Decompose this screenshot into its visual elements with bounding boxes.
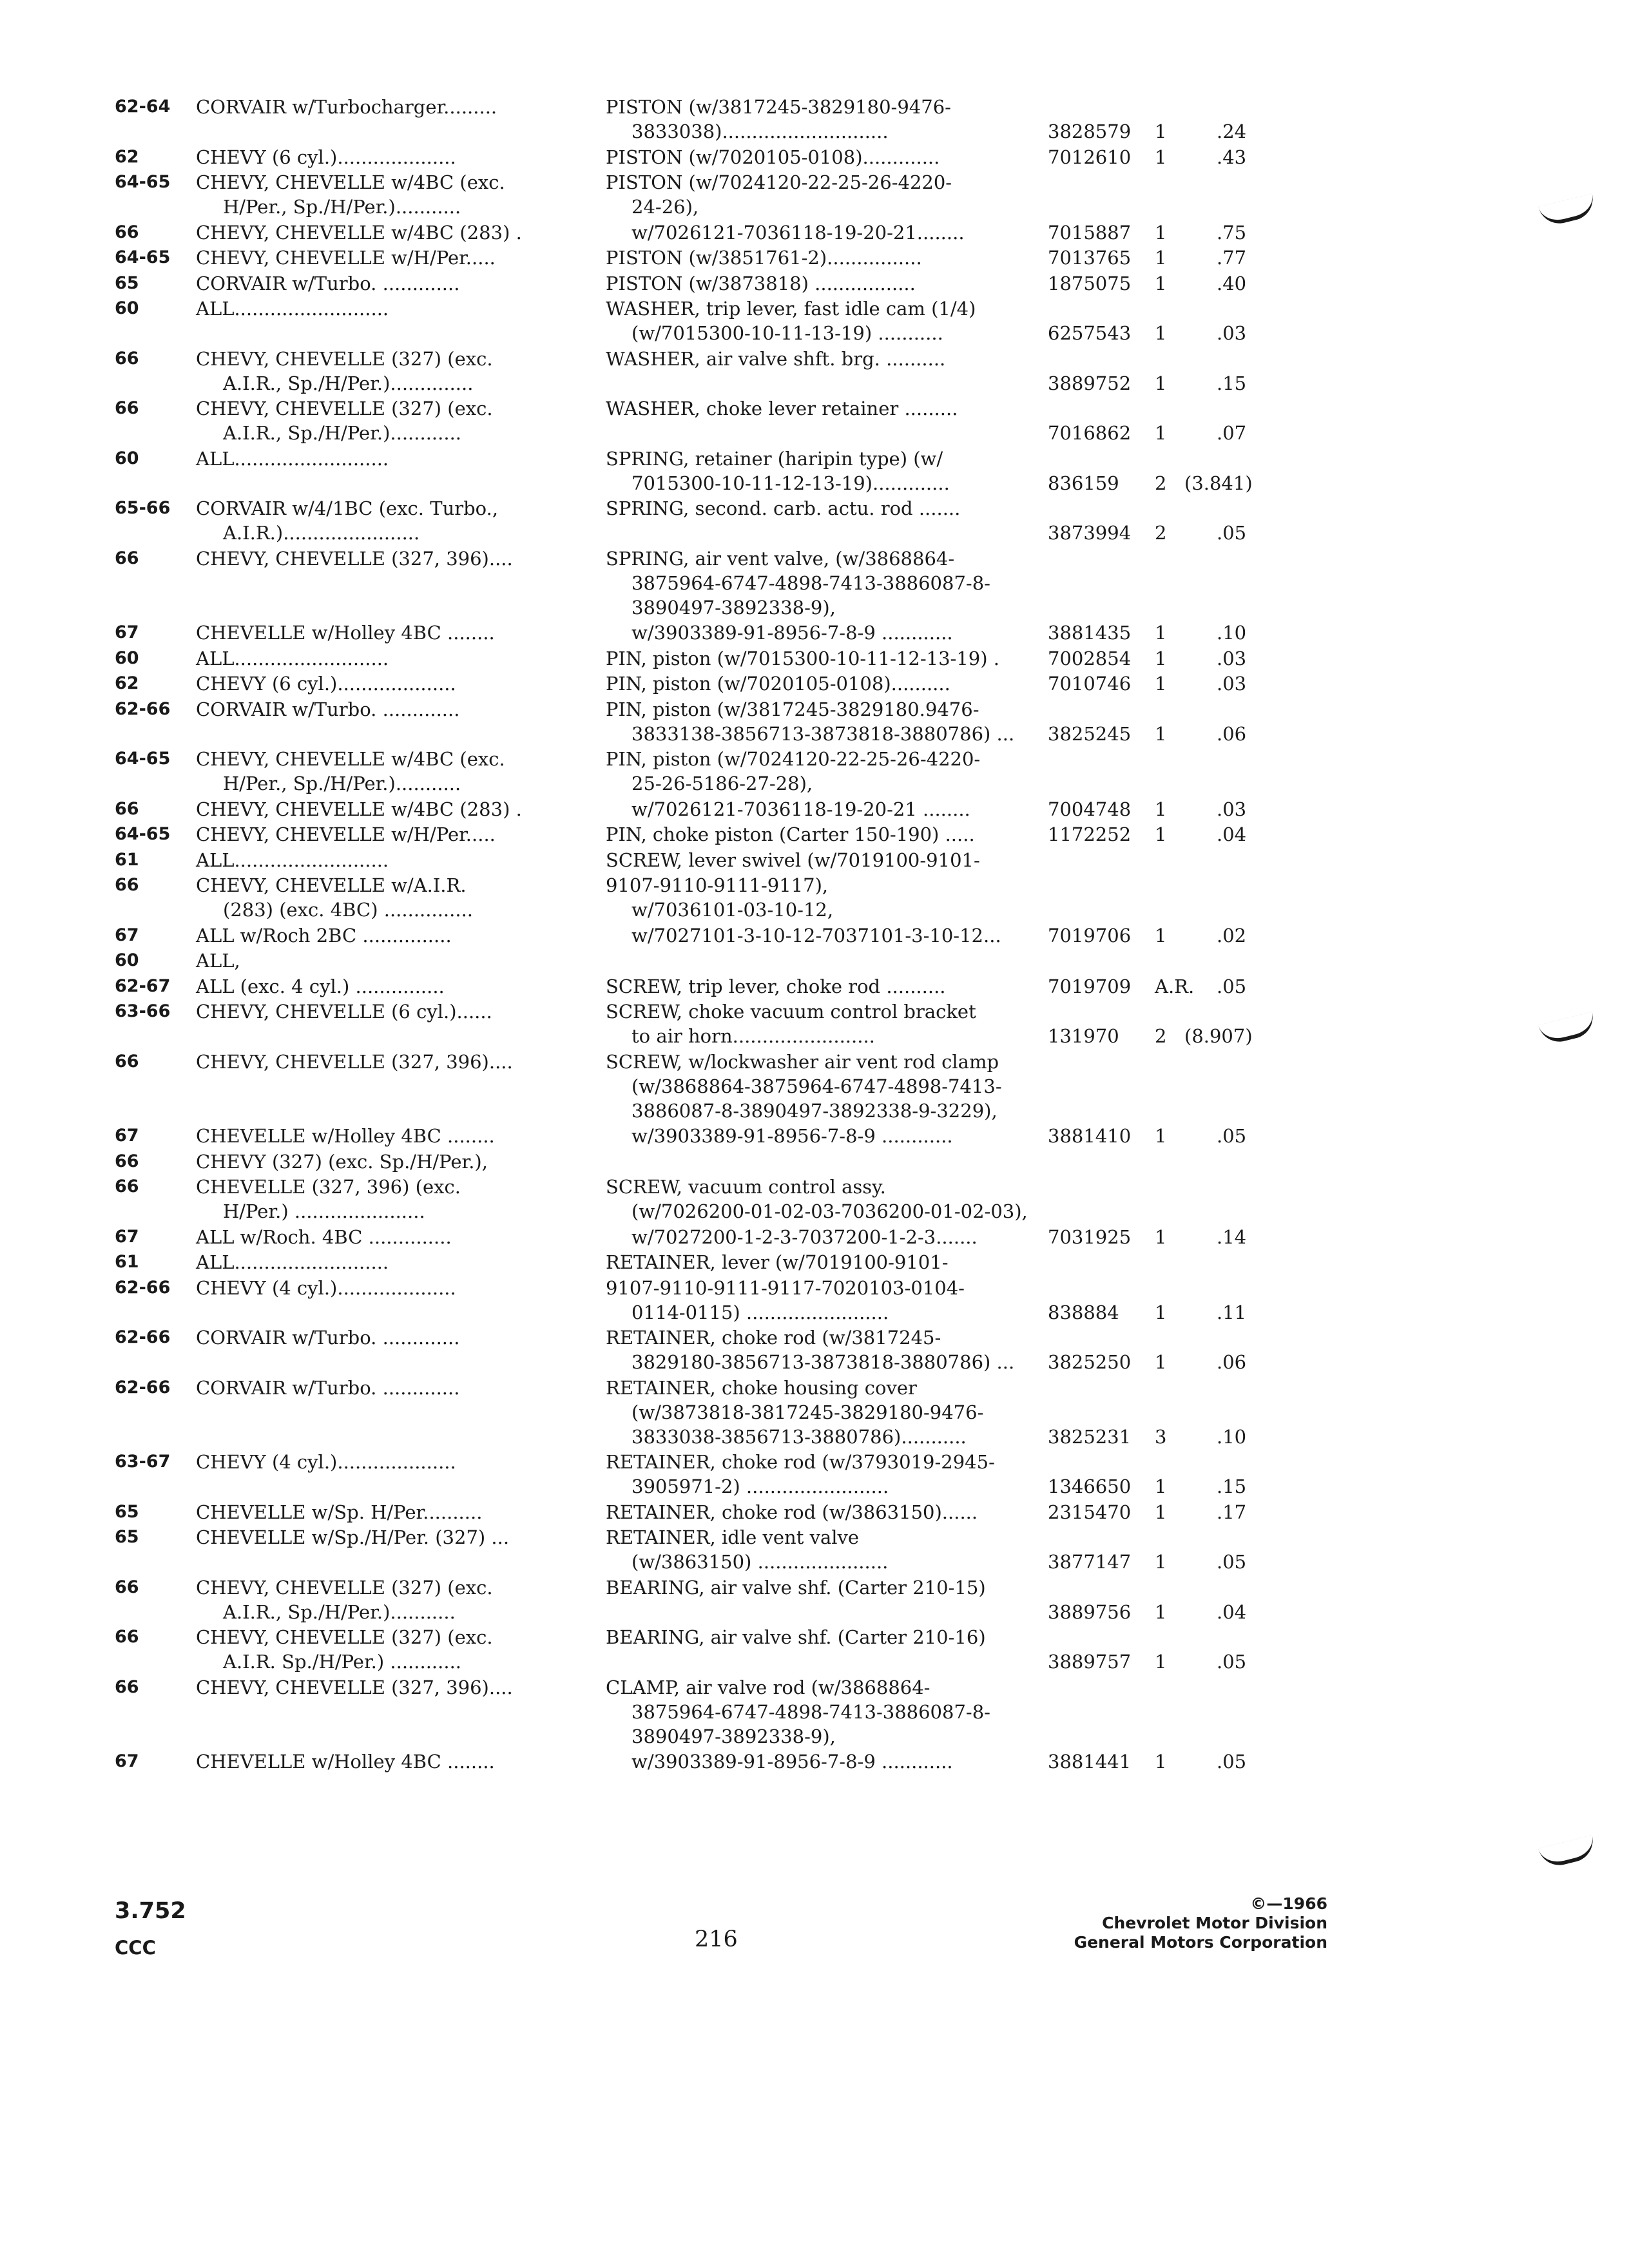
model-application: CORVAIR w/Turbo. ............. xyxy=(196,698,460,720)
part-description: w/3903389-91-8956-7-8-9 ............ xyxy=(631,1751,953,1773)
quantity: 1 xyxy=(1155,673,1167,695)
model-application: CHEVY (6 cyl.).................... xyxy=(196,146,456,168)
part-description: PISTON (w/7020105-0108)............. xyxy=(606,146,940,168)
part-description: 3890497-3892338-9), xyxy=(631,1725,836,1747)
quantity: 1 xyxy=(1155,823,1167,845)
part-description: SPRING, air vent valve, (w/3868864- xyxy=(606,547,955,570)
part-description: PIN, piston (w/7020105-0108).......... xyxy=(606,673,950,695)
part-number: 3828579 xyxy=(1048,120,1132,142)
part-number: 7002854 xyxy=(1048,647,1132,669)
price: .05 xyxy=(1217,975,1247,997)
model-application: CHEVY, CHEVELLE (6 cyl.)...... xyxy=(196,1001,492,1023)
model-application: ALL (exc. 4 cyl.) ............... xyxy=(196,975,445,997)
part-description: BEARING, air valve shf. (Carter 210-15) xyxy=(606,1576,986,1599)
part-description: w/7027101-3-10-12-7037101-3-10-12... xyxy=(631,924,1001,947)
model-application: CHEVELLE w/Sp. H/Per.......... xyxy=(196,1501,483,1523)
price: .03 xyxy=(1217,673,1247,695)
model-application: H/Per.) ...................... xyxy=(223,1200,425,1222)
model-application: CHEVY, CHEVELLE (327, 396).... xyxy=(196,1676,513,1698)
price: .40 xyxy=(1217,272,1247,294)
quantity: A.R. xyxy=(1155,975,1195,997)
model-year: 61 xyxy=(115,1252,139,1272)
model-year: 67 xyxy=(115,1751,139,1771)
part-description: (w/3868864-3875964-6747-4898-7413- xyxy=(631,1075,1002,1097)
price: .77 xyxy=(1217,247,1247,269)
model-application: CHEVY, CHEVELLE w/4BC (283) . xyxy=(196,221,522,244)
part-description: (w/3873818-3817245-3829180-9476- xyxy=(631,1401,984,1423)
part-number: 3825245 xyxy=(1048,722,1132,745)
model-year: 66 xyxy=(115,222,139,242)
model-application: (283) (exc. 4BC) ............... xyxy=(223,899,474,921)
price: .04 xyxy=(1217,823,1247,845)
model-application: CHEVY, CHEVELLE w/4BC (exc. xyxy=(196,171,505,193)
quantity: 1 xyxy=(1155,622,1167,644)
part-description: PIN, piston (w/3817245-3829180.9476- xyxy=(606,698,979,720)
part-description: RETAINER, choke housing cover xyxy=(606,1376,917,1399)
quantity: 1 xyxy=(1155,798,1167,820)
price: .11 xyxy=(1217,1301,1247,1323)
price: .05 xyxy=(1217,1125,1247,1147)
model-year: 62 xyxy=(115,673,139,693)
model-application: ALL.......................... xyxy=(196,298,389,320)
quantity: 1 xyxy=(1155,1351,1167,1373)
model-year: 66 xyxy=(115,398,139,418)
price: .02 xyxy=(1217,924,1247,947)
price: .14 xyxy=(1217,1225,1247,1248)
quantity: 1 xyxy=(1155,1475,1167,1497)
quantity: 2 xyxy=(1155,472,1167,494)
part-description: WASHER, air valve shft. brg. .......... xyxy=(606,347,946,370)
price: .24 xyxy=(1217,120,1247,142)
model-application: CHEVY, CHEVELLE (327, 396).... xyxy=(196,1050,513,1073)
part-description: (w/7026200-01-02-03-7036200-01-02-03), xyxy=(631,1200,1028,1222)
part-description: 3833038-3856713-3880786)........... xyxy=(631,1425,967,1448)
model-application: ALL.......................... xyxy=(196,447,389,470)
part-number: 3877147 xyxy=(1048,1551,1132,1573)
price: .04 xyxy=(1217,1600,1247,1623)
quantity: 1 xyxy=(1155,1301,1167,1323)
model-year: 62-67 xyxy=(115,975,171,996)
publisher-division: Chevrolet Motor Division xyxy=(1102,1914,1327,1932)
part-description: BEARING, air valve shf. (Carter 210-16) xyxy=(606,1626,986,1648)
model-application: ALL.......................... xyxy=(196,1251,389,1273)
model-application: A.I.R., Sp./H/Per.)........... xyxy=(223,1600,456,1623)
model-application: CHEVY, CHEVELLE w/4BC (exc. xyxy=(196,748,505,770)
part-description: RETAINER, choke rod (w/3863150)...... xyxy=(606,1501,978,1523)
part-description: 3875964-6747-4898-7413-3886087-8- xyxy=(631,572,990,594)
part-description: w/3903389-91-8956-7-8-9 ............ xyxy=(631,1125,953,1147)
model-year: 67 xyxy=(115,622,139,642)
price: (3.841) xyxy=(1184,472,1253,494)
part-number: 7019709 xyxy=(1048,975,1132,997)
quantity: 1 xyxy=(1155,247,1167,269)
model-year: 66 xyxy=(115,1051,139,1072)
price: .05 xyxy=(1217,522,1247,544)
part-number: 3881435 xyxy=(1048,622,1132,644)
part-description: SPRING, retainer (haripin type) (w/ xyxy=(606,447,943,470)
model-year: 64-65 xyxy=(115,824,171,844)
price: .07 xyxy=(1217,422,1247,444)
model-application: A.I.R., Sp./H/Per.).............. xyxy=(223,372,474,394)
part-description: 9107-9110-9111-9117), xyxy=(606,874,829,896)
model-year: 67 xyxy=(115,1126,139,1146)
quantity: 1 xyxy=(1155,1225,1167,1248)
part-number: 7010746 xyxy=(1048,673,1132,695)
part-description: 7015300-10-11-12-13-19)............. xyxy=(631,472,950,494)
model-year: 62-66 xyxy=(115,1377,171,1398)
model-application: ALL.......................... xyxy=(196,849,389,871)
model-application: CHEVY, CHEVELLE w/4BC (283) . xyxy=(196,798,522,820)
model-year: 62-66 xyxy=(115,1327,171,1347)
part-number: 3873994 xyxy=(1048,522,1132,544)
part-number: 1346650 xyxy=(1048,1475,1132,1497)
part-description: (w/3863150) ...................... xyxy=(631,1551,889,1573)
part-description: SCREW, w/lockwasher air vent rod clamp xyxy=(606,1050,999,1073)
model-application: H/Per., Sp./H/Per.)........... xyxy=(223,773,461,794)
model-application: ALL, xyxy=(196,950,240,972)
quantity: 1 xyxy=(1155,722,1167,745)
model-year: 66 xyxy=(115,548,139,568)
model-application: CHEVELLE w/Holley 4BC ........ xyxy=(196,1751,495,1773)
part-description: w/7026121-7036118-19-20-21 ........ xyxy=(631,798,970,820)
part-description: 24-26), xyxy=(631,196,699,218)
model-application: CHEVY, CHEVELLE (327) (exc. xyxy=(196,347,493,370)
quantity: 1 xyxy=(1155,146,1167,168)
model-year: 66 xyxy=(115,1177,139,1196)
part-number: 3825250 xyxy=(1048,1351,1132,1373)
publisher-corporation: General Motors Corporation xyxy=(1074,1933,1327,1952)
model-application: CORVAIR w/4/1BC (exc. Turbo., xyxy=(196,497,499,519)
part-description: SCREW, trip lever, choke rod .......... xyxy=(606,975,946,997)
part-description: PISTON (w/3873818) ................. xyxy=(606,272,916,294)
catalog-code: CCC xyxy=(115,1937,156,1959)
part-number: 3881441 xyxy=(1048,1751,1132,1773)
model-application: H/Per., Sp./H/Per.)........... xyxy=(223,196,461,218)
part-number: 838884 xyxy=(1048,1301,1119,1323)
part-number: 7012610 xyxy=(1048,146,1132,168)
part-description: w/3903389-91-8956-7-8-9 ............ xyxy=(631,622,953,644)
model-year: 66 xyxy=(115,1151,139,1171)
model-year: 65 xyxy=(115,1501,139,1522)
model-application: CORVAIR w/Turbo. ............. xyxy=(196,1327,460,1349)
section-number: 3.752 xyxy=(115,1898,186,1924)
model-application: CORVAIR w/Turbo. ............. xyxy=(196,1376,460,1399)
quantity: 1 xyxy=(1155,1501,1167,1523)
model-year: 66 xyxy=(115,1677,139,1697)
part-description: SCREW, lever swivel (w/7019100-9101- xyxy=(606,849,980,871)
part-number: 3889756 xyxy=(1048,1600,1132,1623)
quantity: 1 xyxy=(1155,221,1167,244)
part-description: PIN, piston (w/7015300-10-11-12-13-19) . xyxy=(606,647,999,669)
price: .06 xyxy=(1217,722,1247,745)
price: .03 xyxy=(1217,322,1247,344)
part-description: SCREW, choke vacuum control bracket xyxy=(606,1001,976,1023)
quantity: 1 xyxy=(1155,322,1167,344)
part-description: 3833138-3856713-3873818-3880786) ... xyxy=(631,722,1015,745)
model-application: CHEVY, CHEVELLE (327) (exc. xyxy=(196,398,493,419)
quantity: 1 xyxy=(1155,372,1167,394)
part-description: PISTON (w/3817245-3829180-9476- xyxy=(606,96,951,118)
model-application: CHEVY, CHEVELLE (327) (exc. xyxy=(196,1576,493,1599)
part-description: (w/7015300-10-11-13-19) ........... xyxy=(631,322,943,344)
model-year: 65-66 xyxy=(115,498,171,518)
part-number: 7016862 xyxy=(1048,422,1132,444)
part-description: 3905971-2) ........................ xyxy=(631,1475,889,1497)
part-description: RETAINER, lever (w/7019100-9101- xyxy=(606,1251,949,1273)
model-year: 60 xyxy=(115,298,139,318)
part-description: 0114-0115) ........................ xyxy=(631,1301,889,1323)
quantity: 1 xyxy=(1155,1125,1167,1147)
part-description: 3886087-8-3890497-3892338-9-3229), xyxy=(631,1099,998,1122)
part-number: 7004748 xyxy=(1048,798,1132,820)
price: .03 xyxy=(1217,798,1247,820)
model-application: CHEVELLE w/Sp./H/Per. (327) ... xyxy=(196,1526,510,1548)
part-description: 3890497-3892338-9), xyxy=(631,596,836,619)
part-description: w/7036101-03-10-12, xyxy=(631,899,834,921)
part-description: SCREW, vacuum control assy. xyxy=(606,1176,886,1198)
part-description: to air horn........................ xyxy=(631,1025,875,1047)
model-application: CHEVY, CHEVELLE w/H/Per..... xyxy=(196,247,496,269)
price: .05 xyxy=(1217,1551,1247,1573)
copyright: ©—1966 xyxy=(1250,1894,1327,1913)
part-description: PIN, piston (w/7024120-22-25-26-4220- xyxy=(606,748,981,770)
model-year: 60 xyxy=(115,950,139,970)
model-year: 66 xyxy=(115,348,139,369)
model-application: CHEVELLE w/Holley 4BC ........ xyxy=(196,622,495,644)
part-description: RETAINER, choke rod (w/3817245- xyxy=(606,1327,941,1349)
price: .17 xyxy=(1217,1501,1247,1523)
model-year: 63-67 xyxy=(115,1452,171,1472)
model-year: 62-64 xyxy=(115,97,171,117)
model-year: 67 xyxy=(115,1226,139,1247)
part-description: 3833038)............................ xyxy=(631,120,889,142)
part-description: 3829180-3856713-3873818-3880786) ... xyxy=(631,1351,1015,1373)
part-number: 1172252 xyxy=(1048,823,1132,845)
part-description: WASHER, trip lever, fast idle cam (1/4) xyxy=(606,298,976,320)
model-year: 65 xyxy=(115,1527,139,1547)
model-application: A.I.R.)....................... xyxy=(223,522,420,544)
model-year: 64-65 xyxy=(115,172,171,192)
quantity: 1 xyxy=(1155,422,1167,444)
model-year: 62-66 xyxy=(115,1277,171,1298)
model-year: 64-65 xyxy=(115,247,171,267)
part-number: 3881410 xyxy=(1048,1125,1132,1147)
price: .15 xyxy=(1217,1475,1247,1497)
model-year: 66 xyxy=(115,1627,139,1647)
part-description: PIN, choke piston (Carter 150-190) ..... xyxy=(606,823,975,845)
model-application: CHEVELLE w/Holley 4BC ........ xyxy=(196,1125,495,1147)
price: (8.907) xyxy=(1184,1025,1253,1047)
quantity: 1 xyxy=(1155,647,1167,669)
model-application: CHEVY (4 cyl.).................... xyxy=(196,1276,456,1299)
quantity: 2 xyxy=(1155,522,1167,544)
model-application: CHEVELLE (327, 396) (exc. xyxy=(196,1176,461,1198)
model-year: 63-66 xyxy=(115,1001,171,1021)
model-application: CHEVY (6 cyl.).................... xyxy=(196,673,456,695)
part-number: 6257543 xyxy=(1048,322,1132,344)
model-application: CHEVY, CHEVELLE w/A.I.R. xyxy=(196,874,467,896)
price: .03 xyxy=(1217,647,1247,669)
quantity: 2 xyxy=(1155,1025,1167,1047)
part-number: 3825231 xyxy=(1048,1425,1132,1448)
model-year: 64-65 xyxy=(115,749,171,769)
part-number: 836159 xyxy=(1048,472,1119,494)
part-description: 3875964-6747-4898-7413-3886087-8- xyxy=(631,1700,990,1723)
price: .15 xyxy=(1217,372,1247,394)
quantity: 1 xyxy=(1155,1600,1167,1623)
model-year: 66 xyxy=(115,1577,139,1597)
quantity: 1 xyxy=(1155,1651,1167,1673)
price: .10 xyxy=(1217,1425,1247,1448)
quantity: 1 xyxy=(1155,272,1167,294)
part-description: PISTON (w/7024120-22-25-26-4220- xyxy=(606,171,952,193)
part-number: 131970 xyxy=(1048,1025,1119,1047)
part-description: 9107-9110-9111-9117-7020103-0104- xyxy=(606,1276,965,1299)
part-description: w/7027200-1-2-3-7037200-1-2-3....... xyxy=(631,1225,978,1248)
model-application: CORVAIR w/Turbo. ............. xyxy=(196,272,460,294)
price: .06 xyxy=(1217,1351,1247,1373)
model-year: 61 xyxy=(115,849,139,870)
price: .10 xyxy=(1217,622,1247,644)
model-application: CHEVY (4 cyl.).................... xyxy=(196,1451,456,1473)
model-application: ALL.......................... xyxy=(196,647,389,669)
model-year: 62 xyxy=(115,146,139,167)
part-description: 25-26-5186-27-28), xyxy=(631,773,813,794)
part-description: RETAINER, idle vent valve xyxy=(606,1526,860,1548)
model-year: 66 xyxy=(115,798,139,819)
model-year: 65 xyxy=(115,273,139,293)
part-description: CLAMP, air valve rod (w/3868864- xyxy=(606,1676,930,1698)
quantity: 1 xyxy=(1155,924,1167,947)
model-application: A.I.R., Sp./H/Per.)............ xyxy=(223,422,462,444)
part-number: 7015887 xyxy=(1048,221,1132,244)
model-application: A.I.R. Sp./H/Per.) ............ xyxy=(223,1651,462,1673)
model-application: CORVAIR w/Turbocharger......... xyxy=(196,96,497,118)
part-number: 7013765 xyxy=(1048,247,1132,269)
page-number: 216 xyxy=(695,1927,738,1952)
part-description: SPRING, second. carb. actu. rod ....... xyxy=(606,497,961,519)
price: .05 xyxy=(1217,1651,1247,1673)
part-number: 3889757 xyxy=(1048,1651,1132,1673)
quantity: 3 xyxy=(1155,1425,1167,1448)
model-application: CHEVY, CHEVELLE (327, 396).... xyxy=(196,547,513,570)
part-description: WASHER, choke lever retainer ......... xyxy=(606,398,958,419)
part-number: 7031925 xyxy=(1048,1225,1132,1248)
part-description: PISTON (w/3851761-2)................ xyxy=(606,247,922,269)
quantity: 1 xyxy=(1155,1751,1167,1773)
model-year: 62-66 xyxy=(115,698,171,719)
model-year: 60 xyxy=(115,448,139,468)
price: .43 xyxy=(1217,146,1247,168)
part-number: 2315470 xyxy=(1048,1501,1132,1523)
model-application: CHEVY (327) (exc. Sp./H/Per.), xyxy=(196,1150,488,1173)
quantity: 1 xyxy=(1155,120,1167,142)
model-application: ALL w/Roch 2BC ............... xyxy=(196,924,452,947)
price: .05 xyxy=(1217,1751,1247,1773)
model-application: CHEVY, CHEVELLE (327) (exc. xyxy=(196,1626,493,1648)
model-year: 66 xyxy=(115,875,139,895)
model-application: CHEVY, CHEVELLE w/H/Per..... xyxy=(196,823,496,845)
quantity: 1 xyxy=(1155,1551,1167,1573)
part-description: w/7026121-7036118-19-20-21........ xyxy=(631,221,965,244)
part-number: 1875075 xyxy=(1048,272,1132,294)
model-year: 60 xyxy=(115,648,139,668)
part-number: 7019706 xyxy=(1048,924,1132,947)
model-application: ALL w/Roch. 4BC .............. xyxy=(196,1225,452,1248)
price: .75 xyxy=(1217,221,1247,244)
part-description: RETAINER, choke rod (w/3793019-2945- xyxy=(606,1451,995,1473)
part-number: 3889752 xyxy=(1048,372,1132,394)
model-year: 67 xyxy=(115,925,139,945)
